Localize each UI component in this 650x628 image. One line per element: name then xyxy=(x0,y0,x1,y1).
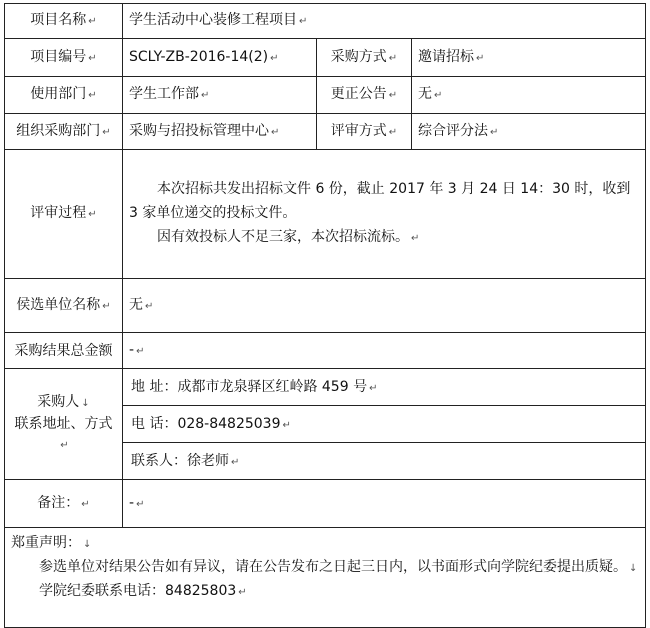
process-para-1: 本次招标共发出招标文件 6 份，截止 2017 年 3 月 24 日 14：30 时，收到 3 家单位递交的投标文件。 xyxy=(129,181,631,221)
project-no-value: SCLY-ZB-2016-14(2) ↵ xyxy=(123,39,317,77)
org-dept-value: 采购与招投标管理中心 ↵ xyxy=(123,114,317,150)
correction-value: 无 ↵ xyxy=(412,77,646,114)
dept-value: 学生工作部 ↵ xyxy=(123,77,317,114)
contact-phone: 电 话：028-84825039 ↵ xyxy=(123,406,645,443)
candidate-value: 无 ↵ xyxy=(123,279,646,333)
contact-address: 地 址：成都市龙泉驿区红岭路 459 号 ↵ xyxy=(123,369,645,406)
total-label: 采购结果总金额 xyxy=(5,333,123,369)
remark-label: 备注： ↵ xyxy=(5,480,123,528)
procurement-method-value: 邀请招标 ↵ xyxy=(412,39,646,77)
correction-label: 更正公告 ↵ xyxy=(317,77,412,114)
declaration-phone: 学院纪委联系电话：84825803 ↵ xyxy=(39,583,247,599)
row-dept xyxy=(5,77,646,114)
announcement-table xyxy=(4,3,646,628)
process-content xyxy=(123,150,646,279)
review-method-value: 综合评分法 ↵ xyxy=(412,114,646,150)
project-no-label: 项目编号 ↵ xyxy=(5,39,123,77)
contact-details xyxy=(123,369,646,480)
total-value: - ↵ xyxy=(123,333,646,369)
row-remark xyxy=(5,480,646,528)
row-candidate xyxy=(5,279,646,333)
row-declaration xyxy=(5,528,646,628)
remark-value: - ↵ xyxy=(123,480,646,528)
declaration xyxy=(5,528,646,628)
dept-label: 使用部门 ↵ xyxy=(5,77,123,114)
contact-person: 联系人：徐老师 ↵ xyxy=(131,453,240,469)
process-para-2: 因有效投标人不足三家，本次招标流标。 ↵ xyxy=(157,229,420,245)
row-contact xyxy=(5,369,646,480)
row-org-dept xyxy=(5,114,646,150)
contact-label: 采购人 ↓ 联系地址、方式↵ xyxy=(5,369,123,480)
row-total xyxy=(5,333,646,369)
row-project-name xyxy=(5,4,646,39)
review-method-label: 评审方式 ↵ xyxy=(317,114,412,150)
project-name-label: 项目名称 ↵ xyxy=(5,4,123,39)
org-dept-label: 组织采购部门 ↵ xyxy=(5,114,123,150)
procurement-method-label: 采购方式 ↵ xyxy=(317,39,412,77)
process-label: 评审过程 ↵ xyxy=(5,150,123,279)
declaration-body: 参选单位对结果公告如有异议，请在公告发布之日起三日内，以书面形式向学院纪委提出质疑。 ↓ xyxy=(39,559,638,575)
candidate-label: 侯选单位名称 ↵ xyxy=(5,279,123,333)
declaration-title: 郑重声明： ↓ xyxy=(11,535,92,551)
project-name-value: 学生活动中心装修工程项目 ↵ xyxy=(123,4,646,39)
row-process xyxy=(5,150,646,279)
row-project-no xyxy=(5,39,646,77)
